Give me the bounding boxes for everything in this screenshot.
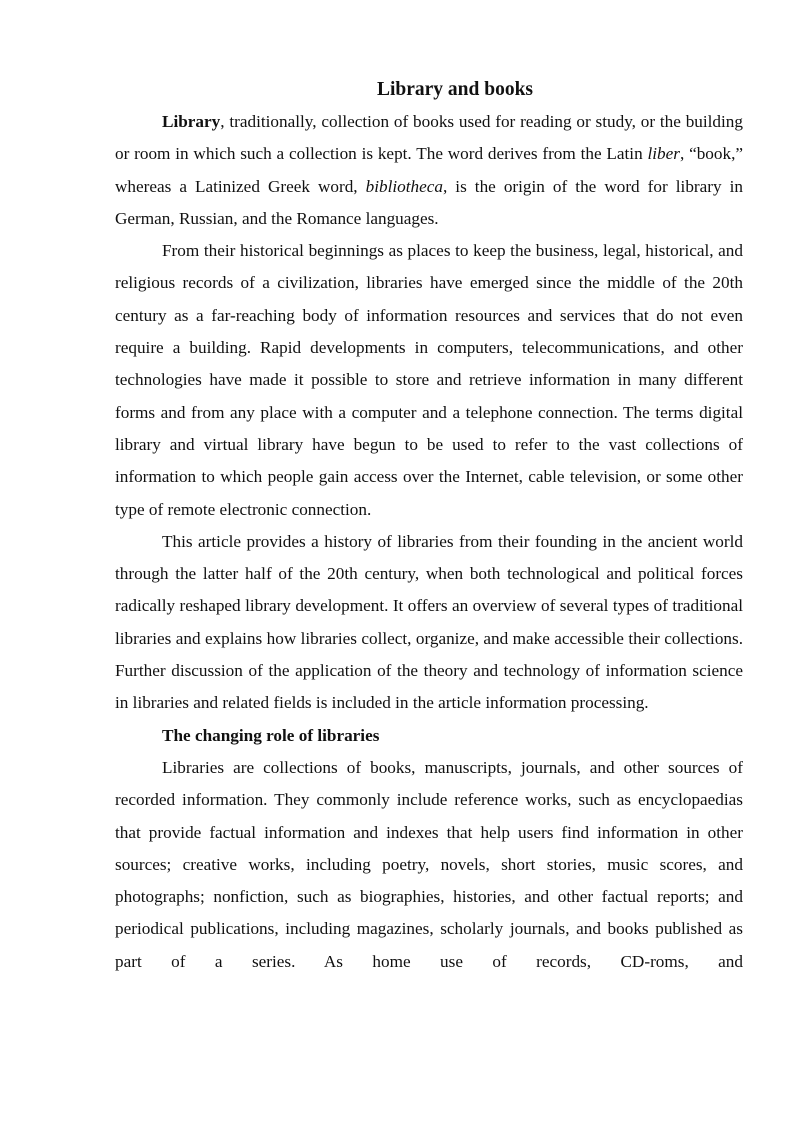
paragraph-definition <box>115 106 743 235</box>
paragraph-history: From their historical beginnings as places to keep the business, legal, historical, and religious records of a civilization, libraries have emerged since the middle of the 20th century as a far-reaching body of information resources and services that do not even require a building. Rapid developments in computers, telecommunications, and other technologies have made it possible to store and retrieve information in many different forms and from any place with a computer and a telephone connection. The terms digital library and virtual library have begun to be used to refer to the vast collections of information to which people gain access over the Internet, cable television, or some other type of remote electronic connection. <box>115 241 743 519</box>
term-bibliotheca: bibliotheca <box>365 176 443 196</box>
definition-text-3: , is the origin of the word for library in German, Russian, and the Romance languages. <box>115 176 743 228</box>
term-liber: liber <box>647 144 680 164</box>
section-heading: The changing role of libraries <box>162 725 380 745</box>
definition-text-2: , “book,” whereas a Latinized Greek word, <box>115 144 743 196</box>
paragraph-article-overview: This article provides a history of libraries from their founding in the ancient world through the latter half of the 20th century, when both technological and political forces radically reshaped library development. It offers an overview of several types of traditional libraries and explains how libraries collect, organize, and make accessible their collections. Further discussion of the application of the theory and technology of information science in libraries and related fields is included in the article information processing. <box>115 531 743 713</box>
definition-text-1: , traditionally, collection of books used for reading or study, or the building or room in which such a collection is kept. The word derives from the Latin <box>115 112 743 164</box>
document-body <box>115 74 743 978</box>
document-title: Library and books <box>376 79 534 100</box>
paragraph-changing-role: Libraries are collections of books, manuscripts, journals, and other sources of recorded information. They commonly include reference works, such as encyclopaedias that provide factual information and indexes that help users find information in other sources; creative works, including poetry, novels, short stories, music scores, and photographs; nonfiction, such as biographies, histories, and other factual reports; and periodical publications, including magazines, scholarly journals, and books published as part of a series. As home use of records, CD-roms, and <box>115 757 743 971</box>
term-library: Library <box>162 112 221 131</box>
